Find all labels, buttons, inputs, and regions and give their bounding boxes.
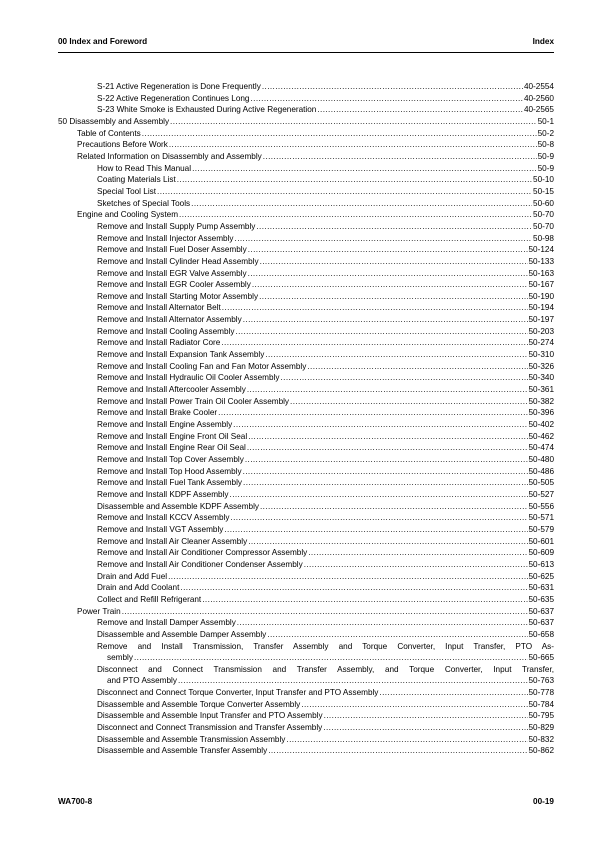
toc-entry-title: Remove and Install Alternator Assembly xyxy=(97,315,242,325)
toc-entry-title: Remove and Install Fuel Doser Assembly xyxy=(97,245,247,255)
toc-entry-page: 50-15 xyxy=(533,186,554,196)
toc-entry-page: 50-601 xyxy=(528,536,554,546)
toc-entry-title: Disassemble and Assemble Damper Assembly xyxy=(97,629,267,639)
toc-entry-page: 50-527 xyxy=(528,489,554,499)
dot-leader xyxy=(267,629,527,641)
dot-leader xyxy=(122,606,528,618)
toc-entry[interactable] xyxy=(58,524,554,536)
toc-entry-page: 50-505 xyxy=(528,478,554,488)
toc-entry-title: Remove and Install Fuel Tank Assembly xyxy=(97,478,243,488)
toc-entry[interactable] xyxy=(58,221,554,233)
header-section-title: 00 Index and Foreword xyxy=(58,37,148,46)
toc-entry-page: 50-658 xyxy=(528,629,554,639)
header-chapter-title: Index xyxy=(532,37,554,46)
toc-entry[interactable] xyxy=(58,337,554,349)
toc-entry[interactable] xyxy=(58,198,554,210)
toc-entry-title: Disassemble and Assemble Transmission Assembly xyxy=(97,734,286,744)
dot-leader xyxy=(248,536,527,548)
dot-leader xyxy=(134,652,528,664)
toc-entry-title: Coating Materials List xyxy=(97,175,176,185)
toc-entry[interactable] xyxy=(58,396,554,408)
dot-leader xyxy=(260,501,528,513)
dot-leader xyxy=(323,722,527,734)
toc-entry-title: Drain and Add Fuel xyxy=(97,571,168,581)
toc-entry-page: 50-190 xyxy=(528,291,554,301)
toc-entry[interactable] xyxy=(58,349,554,361)
toc-entry-title: Collect and Refill Refrigerant xyxy=(97,594,202,604)
page-footer xyxy=(58,796,554,808)
toc-entry-page: 50-60 xyxy=(533,198,554,208)
toc-entry-title: Remove and Install KDPF Assembly xyxy=(97,489,229,499)
dot-leader xyxy=(221,337,527,349)
toc-entry-title: Disassemble and Assemble KDPF Assembly xyxy=(97,501,259,511)
dot-leader xyxy=(179,209,532,221)
toc-entry-title: S-21 Active Regeneration is Done Frequently xyxy=(97,82,261,91)
toc-entry-title: Related Information on Disassembly and Assembly xyxy=(77,151,262,161)
dot-leader xyxy=(268,745,527,757)
dot-leader xyxy=(247,384,528,396)
toc-entry-page: 50-637 xyxy=(528,606,554,616)
dot-leader xyxy=(178,675,528,687)
toc-entry-title: Special Tool List xyxy=(97,186,157,196)
toc-entry-page: 50-784 xyxy=(528,699,554,709)
toc-entry[interactable] xyxy=(58,93,554,105)
toc-entry-title: Remove and Install Transmission, Transfer Assembly and Torque Converter, Input Transfer, PTO As- xyxy=(97,641,554,651)
toc-entry[interactable] xyxy=(58,442,554,454)
toc-entry-page: 50-382 xyxy=(528,396,554,406)
toc-entry-title: Power Train xyxy=(77,606,121,616)
toc-entry[interactable] xyxy=(58,419,554,431)
toc-entry-page: 50-163 xyxy=(528,268,554,278)
dot-leader xyxy=(237,617,528,629)
toc-entry[interactable] xyxy=(58,699,554,711)
dot-leader xyxy=(280,372,527,384)
toc-entry-page: 50-832 xyxy=(528,734,554,744)
toc-entry[interactable] xyxy=(58,466,554,478)
toc-entry-page: 50-167 xyxy=(528,280,554,290)
dot-leader xyxy=(191,198,532,210)
dot-leader xyxy=(248,268,528,280)
toc-entry-page: 50-486 xyxy=(528,466,554,476)
dot-leader xyxy=(262,81,523,93)
toc-entry-title: How to Read This Manual xyxy=(97,163,192,173)
dot-leader xyxy=(252,279,528,291)
toc-entry-page: 50-613 xyxy=(528,559,554,569)
toc-entry-page: 50-124 xyxy=(528,245,554,255)
dot-leader xyxy=(192,163,537,175)
dot-leader xyxy=(157,186,532,198)
toc-entry-page: 50-795 xyxy=(528,711,554,721)
toc-entry-page: 40-2565 xyxy=(523,105,554,115)
table-of-contents xyxy=(58,81,554,757)
toc-entry-page: 50-133 xyxy=(528,256,554,266)
dot-leader xyxy=(170,116,537,128)
dot-leader xyxy=(379,687,527,699)
toc-entry-page: 50-274 xyxy=(528,338,554,348)
toc-entry-title: Precautions Before Work xyxy=(77,140,168,150)
dot-leader xyxy=(263,151,537,163)
footer-model: WA700-8 xyxy=(58,797,93,806)
toc-entry[interactable] xyxy=(58,384,554,396)
toc-entry-title: Remove and Install Cooling Assembly xyxy=(97,326,235,336)
toc-entry[interactable] xyxy=(58,186,554,198)
toc-entry[interactable] xyxy=(58,431,554,443)
toc-entry-page: 50-194 xyxy=(528,303,554,313)
page-header xyxy=(58,36,554,48)
toc-entry-title: Remove and Install Engine Front Oil Seal xyxy=(97,431,248,441)
toc-entry-title: S-23 White Smoke is Exhausted During Active Regeneration xyxy=(97,105,317,115)
footer-page-number: 00-19 xyxy=(533,797,554,806)
toc-entry-title: Remove and Install KCCV Assembly xyxy=(97,513,230,523)
toc-chapter[interactable] xyxy=(58,116,554,128)
toc-entry-page: 50-70 xyxy=(533,221,554,231)
toc-entry[interactable] xyxy=(58,302,554,314)
toc-entry-title: Remove and Install Engine Rear Oil Seal xyxy=(97,443,246,453)
dot-leader xyxy=(222,302,528,314)
toc-entry-page: 50-197 xyxy=(528,315,554,325)
toc-entry-title: Remove and Install VGT Assembly xyxy=(97,524,224,534)
toc-entry-title-continuation: sembly xyxy=(107,653,133,663)
toc-entry-title: Remove and Install Starting Motor Assembly xyxy=(97,291,259,301)
toc-entry-title: Remove and Install Power Train Oil Cooler Assembly xyxy=(97,396,290,406)
toc-entry-title: Remove and Install Cooling Fan and Fan Motor Assembly xyxy=(97,361,307,371)
dot-leader xyxy=(317,104,523,116)
dot-leader xyxy=(286,734,527,746)
toc-entry[interactable] xyxy=(58,361,554,373)
toc-entry[interactable] xyxy=(58,571,554,583)
toc-entry-title: Disconnect and Connect Torque Converter, Input Transfer and PTO Assembly xyxy=(97,688,379,698)
toc-entry-title: Remove and Install Engine Assembly xyxy=(97,420,233,430)
dot-leader xyxy=(202,594,527,606)
toc-entry-page: 50-480 xyxy=(528,455,554,464)
toc-entry-page: 50-474 xyxy=(528,443,554,453)
toc-entry-page: 40-2554 xyxy=(523,82,554,91)
toc-entry-title: Drain and Add Coolant xyxy=(97,583,180,593)
toc-entry-page: 50-462 xyxy=(528,431,554,441)
toc-entry[interactable] xyxy=(58,664,554,687)
toc-entry-page: 40-2560 xyxy=(523,93,554,103)
toc-entry-page: 50-402 xyxy=(528,420,554,430)
toc-entry[interactable] xyxy=(58,617,554,629)
toc-entry-title: S-22 Active Regeneration Continues Long xyxy=(97,93,250,103)
toc-entry-title: Remove and Install Cylinder Head Assembly xyxy=(97,256,259,266)
toc-entry-page: 50-609 xyxy=(528,548,554,558)
toc-section[interactable] xyxy=(58,209,554,221)
toc-entry-page: 50-326 xyxy=(528,361,554,371)
toc-entry-page: 50-9 xyxy=(537,163,554,173)
toc-entry-title: Sketches of Special Tools xyxy=(97,198,191,208)
dot-leader xyxy=(177,174,532,186)
toc-entry[interactable] xyxy=(58,81,554,93)
toc-entry[interactable] xyxy=(58,629,554,641)
dot-leader xyxy=(308,547,527,559)
toc-entry-page: 50-1 xyxy=(537,116,554,126)
toc-entry-title: Remove and Install Radiator Core xyxy=(97,338,221,348)
dot-leader xyxy=(307,361,527,373)
dot-leader xyxy=(248,431,527,443)
toc-entry[interactable] xyxy=(58,582,554,594)
dot-leader xyxy=(230,512,527,524)
toc-entry-page: 50-579 xyxy=(528,524,554,534)
toc-entry[interactable] xyxy=(58,291,554,303)
toc-entry-title: Remove and Install Hydraulic Oil Cooler Assembly xyxy=(97,373,280,383)
toc-entry-page: 50-70 xyxy=(533,210,554,220)
toc-entry-page: 50-571 xyxy=(528,513,554,523)
toc-entry-title: Remove and Install EGR Valve Assembly xyxy=(97,268,247,278)
toc-entry-page: 50-665 xyxy=(528,653,554,663)
toc-entry-title: Table of Contents xyxy=(77,128,141,138)
dot-leader xyxy=(169,139,537,151)
toc-section[interactable] xyxy=(58,128,554,140)
toc-entry-title: Disassemble and Assemble Transfer Assembly xyxy=(97,746,268,756)
toc-entry[interactable] xyxy=(58,594,554,606)
toc-entry-title: Remove and Install Alternator Belt xyxy=(97,303,221,313)
toc-entry[interactable] xyxy=(58,233,554,245)
toc-entry-title: 50 Disassembly and Assembly xyxy=(58,116,170,126)
dot-leader xyxy=(243,477,527,489)
toc-entry-title: Remove and Install Air Conditioner Condenser Assembly xyxy=(97,559,303,569)
toc-entry-title: Disassemble and Assemble Input Transfer and PTO Assembly xyxy=(97,711,323,721)
toc-entry[interactable] xyxy=(58,547,554,559)
toc-entry-page: 50-635 xyxy=(528,594,554,604)
toc-section[interactable] xyxy=(58,151,554,163)
toc-entry-title: Disassemble and Assemble Torque Converter Assembly xyxy=(97,699,301,709)
toc-entry-title: Remove and Install Air Cleaner Assembly xyxy=(97,536,248,546)
toc-entry-page: 50-637 xyxy=(528,618,554,628)
toc-entry-page: 50-98 xyxy=(533,233,554,243)
dot-leader xyxy=(245,454,528,466)
toc-entry[interactable] xyxy=(58,407,554,419)
toc-entry-page: 50-829 xyxy=(528,723,554,733)
toc-entry[interactable] xyxy=(58,512,554,524)
toc-entry-page: 50-625 xyxy=(528,571,554,581)
dot-leader xyxy=(142,128,537,140)
toc-entry-title: Remove and Install Injector Assembly xyxy=(97,233,234,243)
dot-leader xyxy=(230,489,528,501)
toc-entry[interactable] xyxy=(58,536,554,548)
toc-entry-page: 50-396 xyxy=(528,408,554,418)
toc-entry[interactable] xyxy=(58,641,554,664)
dot-leader xyxy=(324,710,528,722)
toc-section[interactable] xyxy=(58,606,554,618)
toc-entry-title: Remove and Install Top Hood Assembly xyxy=(97,466,242,476)
dot-leader xyxy=(247,442,528,454)
dot-leader xyxy=(248,244,528,256)
toc-entry-title: Disconnect and Connect Transmission and Transfer Assembly, and Torque Converter, Input Transfer, xyxy=(97,664,554,674)
toc-entry-title: Remove and Install EGR Cooler Assembly xyxy=(97,280,251,290)
toc-entry-title: Remove and Install Supply Pump Assembly xyxy=(97,221,256,231)
toc-entry[interactable] xyxy=(58,279,554,291)
toc-entry[interactable] xyxy=(58,326,554,338)
toc-entry-title: Remove and Install Aftercooler Assembly xyxy=(97,385,246,395)
toc-entry-page: 50-361 xyxy=(528,385,554,395)
toc-section[interactable] xyxy=(58,139,554,151)
dot-leader xyxy=(301,699,527,711)
dot-leader xyxy=(218,407,527,419)
dot-leader xyxy=(256,221,532,233)
toc-entry[interactable] xyxy=(58,244,554,256)
toc-entry-page: 50-631 xyxy=(528,583,554,593)
toc-entry[interactable] xyxy=(58,454,554,466)
toc-entry[interactable] xyxy=(58,163,554,175)
dot-leader xyxy=(235,326,527,338)
dot-leader xyxy=(235,233,533,245)
toc-entry[interactable] xyxy=(58,477,554,489)
toc-entry[interactable] xyxy=(58,745,554,757)
toc-entry[interactable] xyxy=(58,710,554,722)
toc-entry-title: Remove and Install Damper Assembly xyxy=(97,618,236,628)
toc-entry[interactable] xyxy=(58,501,554,513)
dot-leader xyxy=(259,291,527,303)
toc-entry-page: 50-556 xyxy=(528,501,554,511)
toc-entry[interactable] xyxy=(58,314,554,326)
toc-entry[interactable] xyxy=(58,256,554,268)
toc-entry[interactable] xyxy=(58,559,554,571)
dot-leader xyxy=(224,524,527,536)
toc-entry-page: 50-8 xyxy=(537,140,554,150)
dot-leader xyxy=(260,256,528,268)
dot-leader xyxy=(290,396,527,408)
header-divider xyxy=(58,52,554,53)
toc-entry[interactable] xyxy=(58,372,554,384)
dot-leader xyxy=(250,93,522,105)
toc-entry-page: 50-9 xyxy=(537,151,554,161)
toc-entry-page: 50-763 xyxy=(528,676,554,686)
toc-entry[interactable] xyxy=(58,722,554,734)
toc-entry-page: 50-10 xyxy=(533,175,554,185)
toc-entry[interactable] xyxy=(58,734,554,746)
toc-entry-page: 50-778 xyxy=(528,688,554,698)
dot-leader xyxy=(233,419,527,431)
toc-entry-page: 50-310 xyxy=(528,350,554,360)
toc-entry-title: Remove and Install Air Conditioner Compressor Assembly xyxy=(97,548,308,558)
toc-entry-title: Engine and Cooling System xyxy=(77,210,179,220)
toc-entry-title: Remove and Install Top Cover Assembly xyxy=(97,455,244,464)
toc-entry-title: Remove and Install Expansion Tank Assembly xyxy=(97,350,265,360)
toc-entry-page: 50-862 xyxy=(528,746,554,756)
toc-entry[interactable] xyxy=(58,104,554,116)
toc-entry-title-continuation: and PTO Assembly xyxy=(107,676,177,686)
toc-entry-page: 50-340 xyxy=(528,373,554,383)
dot-leader xyxy=(168,571,527,583)
dot-leader xyxy=(265,349,527,361)
toc-entry[interactable] xyxy=(58,489,554,501)
toc-entry[interactable] xyxy=(58,174,554,186)
toc-entry-page: 50-203 xyxy=(528,326,554,336)
dot-leader xyxy=(180,582,527,594)
dot-leader xyxy=(243,466,528,478)
dot-leader xyxy=(304,559,528,571)
toc-entry-title: Remove and Install Brake Cooler xyxy=(97,408,218,418)
toc-entry[interactable] xyxy=(58,687,554,699)
toc-entry-title: Disconnect and Connect Transmission and Transfer Assembly xyxy=(97,723,323,733)
dot-leader xyxy=(243,314,528,326)
toc-entry-page: 50-2 xyxy=(537,128,554,138)
toc-entry[interactable] xyxy=(58,268,554,280)
